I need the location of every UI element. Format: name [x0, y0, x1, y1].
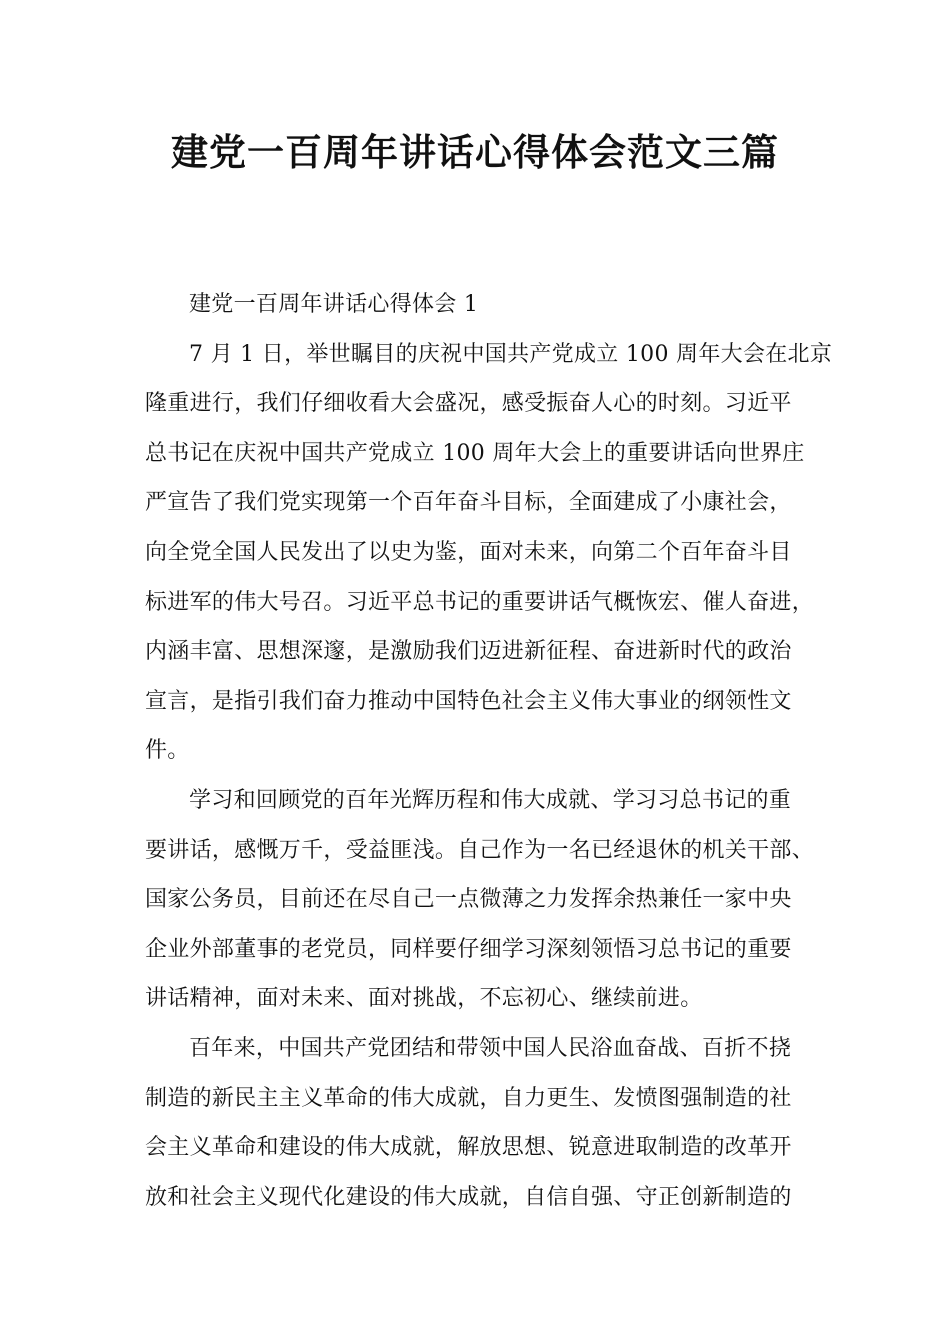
text-line: 放和社会主义现代化建设的伟大成就，自信自强、守正创新制造的	[145, 1184, 792, 1210]
text-line: 会主义革命和建设的伟大成就，解放思想、锐意进取制造的改革开	[145, 1135, 792, 1161]
text-line: 总书记在庆祝中国共产党成立 100 周年大会上的重要讲话向世界庄	[145, 440, 805, 466]
document-title: 建党一百周年讲话心得体会范文三篇	[171, 131, 779, 174]
text-line: 严宣告了我们党实现第一个百年奋斗目标，全面建成了小康社会，	[145, 490, 792, 516]
document-body	[145, 280, 833, 1222]
text-line: 7 月 1 日，举世瞩目的庆祝中国共产党成立 100 周年大会在北京	[189, 341, 833, 367]
section-heading: 建党一百周年讲话心得体会 1	[189, 292, 479, 317]
text-line: 向全党全国人民发出了以史为鉴，面对未来，向第二个百年奋斗目	[145, 539, 792, 565]
text-line: 学习和回顾党的百年光辉历程和伟大成就、学习习总书记的重	[189, 787, 792, 813]
text-line: 内涵丰富、思想深邃，是激励我们迈进新征程、奋进新时代的政治	[145, 639, 792, 665]
text-line: 企业外部董事的老党员，同样要仔细学习深刻领悟习总书记的重要	[145, 936, 792, 962]
text-line: 宣言，是指引我们奋力推动中国特色社会主义伟大事业的纲领性文	[145, 688, 792, 714]
text-line: 国家公务员，目前还在尽自己一点微薄之力发挥余热兼任一家中央	[145, 887, 792, 913]
text-line: 百年来，中国共产党团结和带领中国人民浴血奋战、百折不挠	[189, 1035, 792, 1061]
text-line: 讲话精神，面对未来、面对挑战，不忘初心、继续前进。	[145, 986, 703, 1012]
text-line: 制造的新民主主义革命的伟大成就，自力更生、发愤图强制造的社	[145, 1085, 792, 1111]
text-line: 要讲话，感慨万千，受益匪浅。自己作为一名已经退休的机关干部、	[145, 837, 815, 863]
text-line: 隆重进行，我们仔细收看大会盛况，感受振奋人心的时刻。习近平	[145, 391, 792, 417]
text-line: 件。	[145, 738, 190, 764]
text-line: 标进军的伟大号召。习近平总书记的重要讲话气概恢宏、催人奋进，	[145, 589, 815, 615]
